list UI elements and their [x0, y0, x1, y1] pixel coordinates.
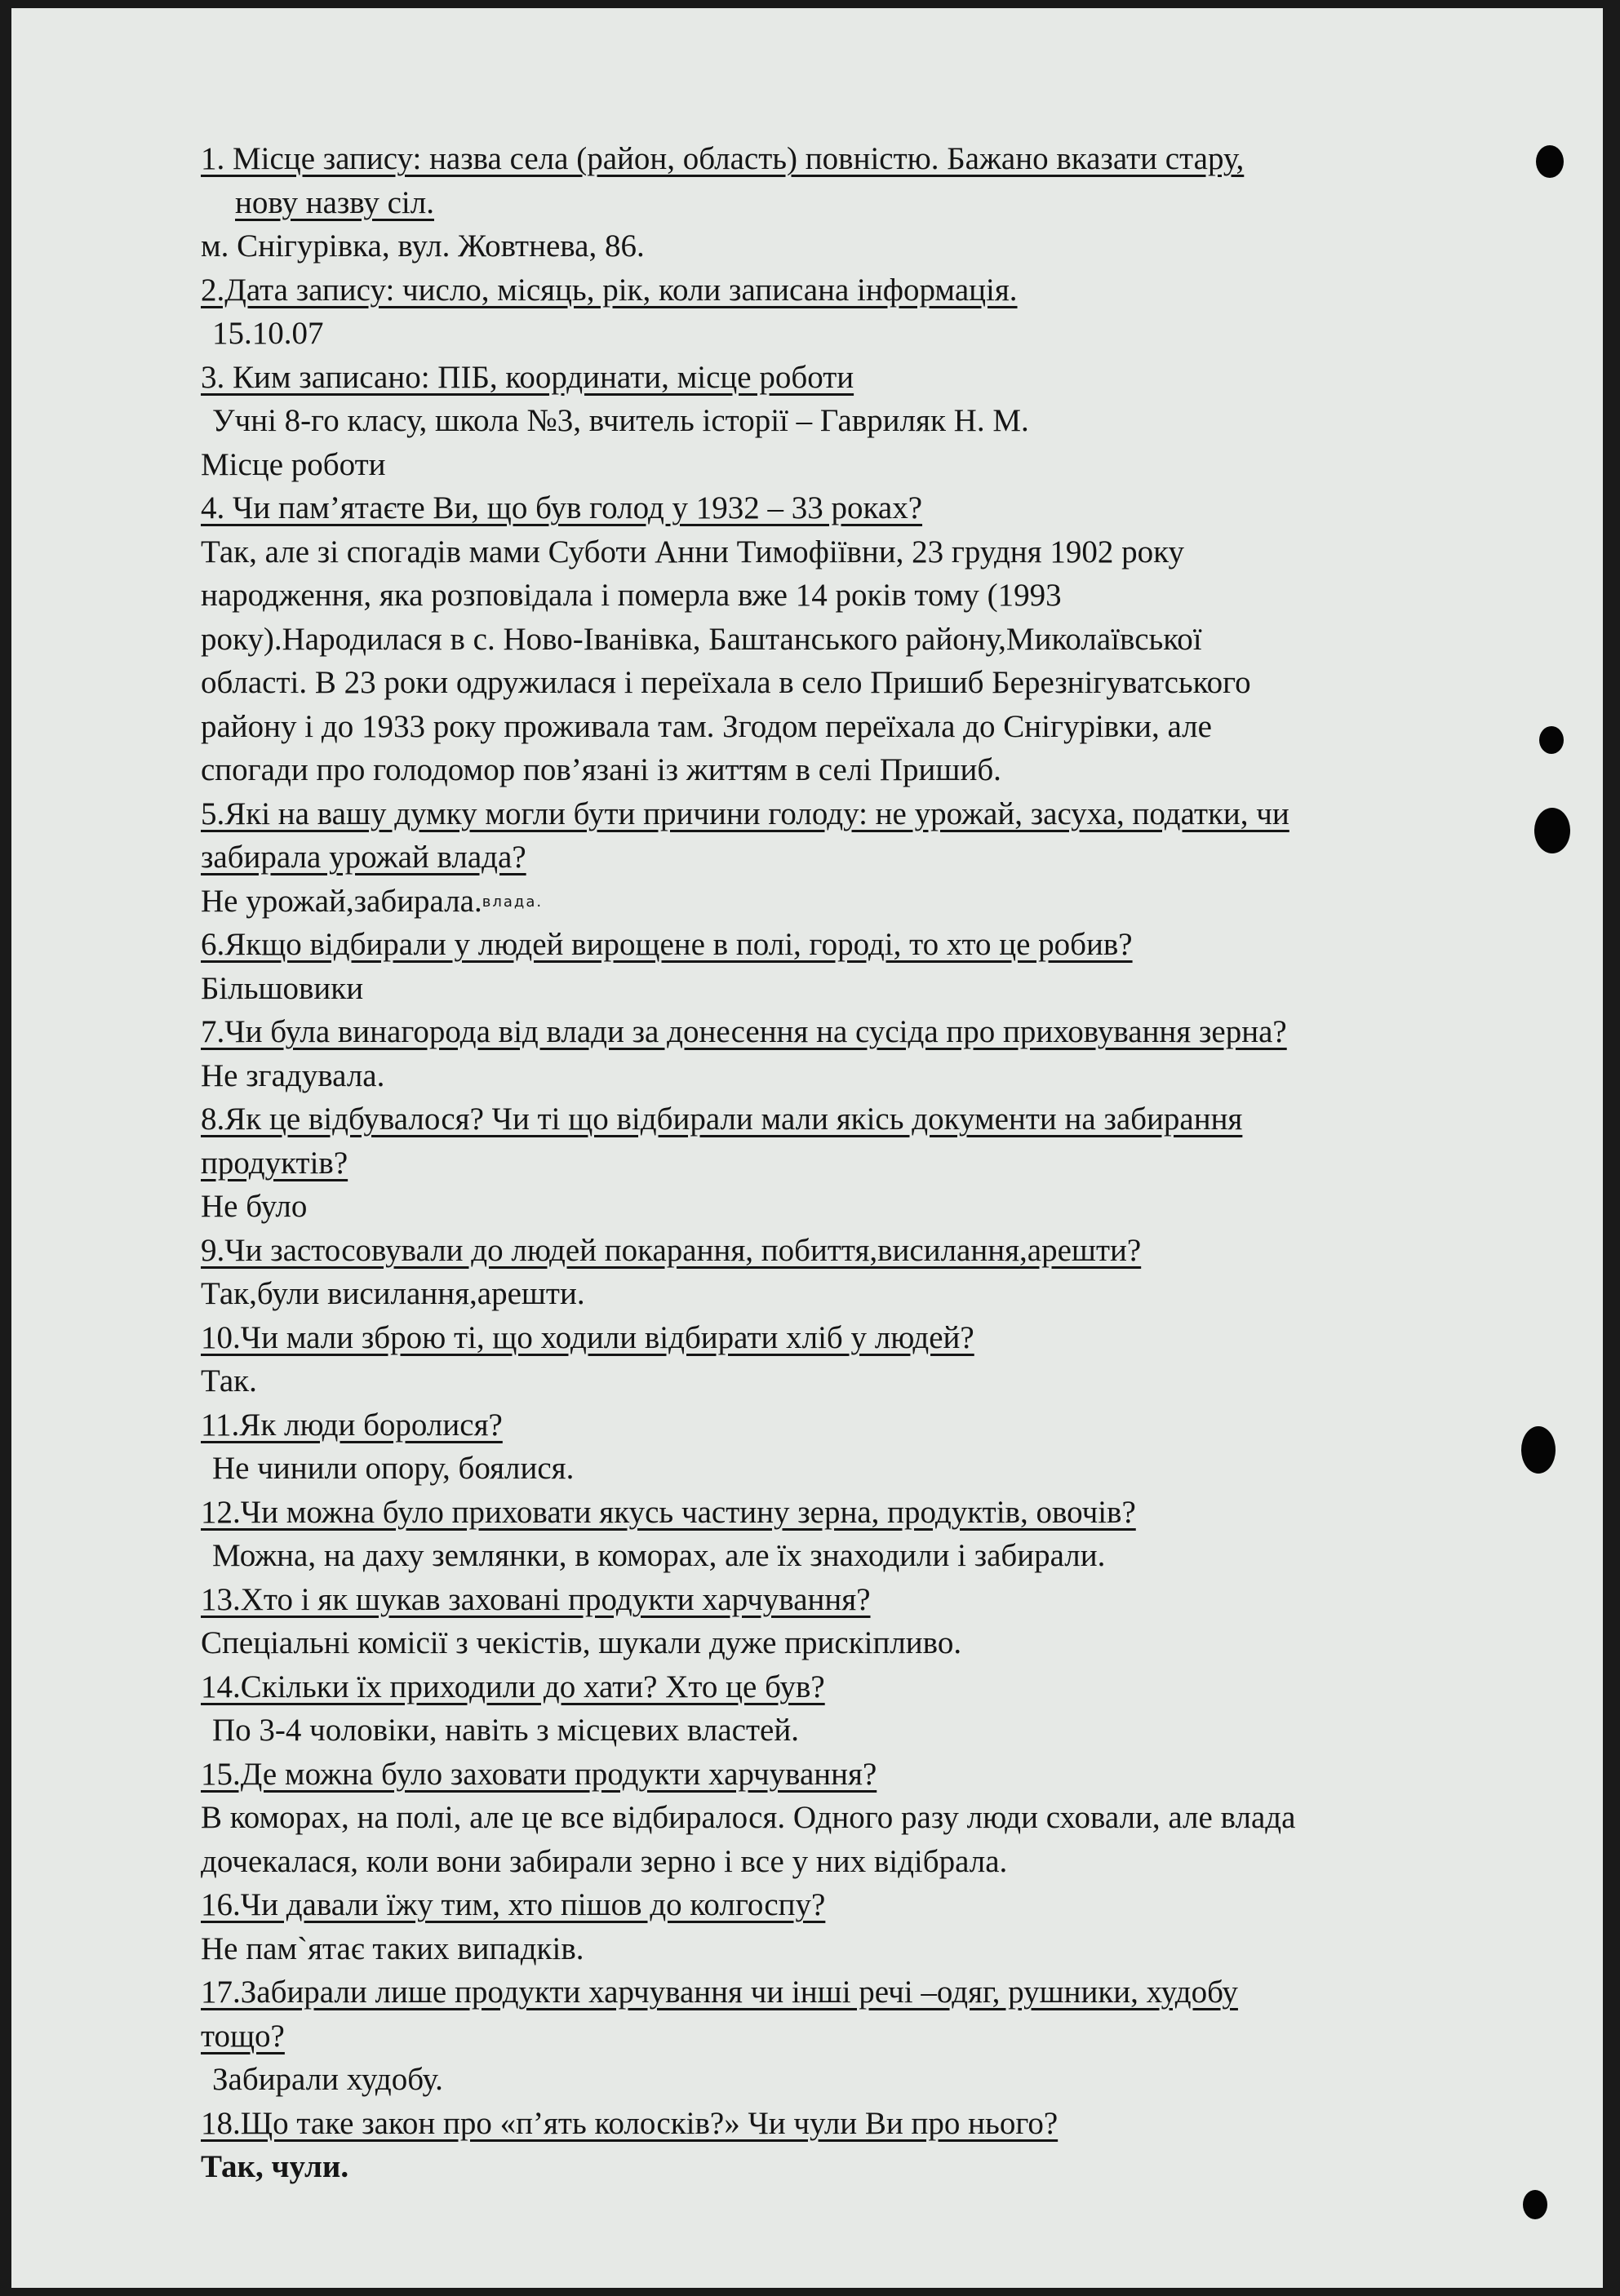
line-text: дочекалася, коли вони забирали зерно і все у них відібрала. — [201, 1843, 1008, 1879]
line-text: продуктів? — [201, 1145, 348, 1181]
question-line — [201, 1097, 1547, 1141]
line-text: Місце роботи — [201, 446, 386, 482]
line-text: 6.Якщо відбирали у людей вирощене в полі, городі, то хто це робив? — [201, 927, 1133, 962]
answer-line — [201, 661, 1547, 705]
punch-hole — [1523, 2190, 1547, 2219]
line-text: району і до 1933 року проживала там. Згодом переїхала до Снігурівки, але — [201, 708, 1212, 744]
answer-line — [201, 2145, 1547, 2189]
line-text: 14.Скільки їх приходили до хати? Хто це був? — [201, 1669, 825, 1704]
line-text: м. Снігурівка, вул. Жовтнева, 86. — [201, 228, 645, 264]
line-text: 2.Дата запису: число, місяць, рік, коли записана інформація. — [201, 272, 1018, 308]
answer-line — [201, 1927, 1547, 1971]
line-text: 18.Що таке закон про «п’ять колосків?» Чи чули Ви про нього? — [201, 2105, 1059, 2141]
answer-line — [201, 1796, 1547, 1840]
line-text: 16.Чи давали їжу тим, хто пішов до колгоспу? — [201, 1887, 826, 1922]
line-text: 17.Забирали лише продукти харчування чи інші речі –одяг, рушники, худобу — [201, 1975, 1238, 2010]
line-text: року).Народилася в с. Ново-Іванівка, Баштанського району,Миколаївської — [201, 621, 1202, 657]
handwritten-note: влада. — [482, 893, 544, 911]
line-text: Можна, на даху землянки, в коморах, але їх знаходили і забирали. — [212, 1538, 1106, 1573]
answer-line — [201, 530, 1547, 574]
line-text: Не урожай,забирала. — [201, 883, 482, 919]
question-line — [201, 1665, 1547, 1709]
line-text: нову назву сіл. — [235, 184, 434, 220]
scanned-page — [11, 8, 1603, 2288]
question-line — [201, 2015, 1547, 2059]
question-line — [201, 1010, 1547, 1054]
answer-line — [201, 748, 1547, 792]
question-line — [201, 923, 1547, 967]
question-line — [201, 137, 1547, 181]
answer-line — [201, 312, 1547, 356]
line-text: 10.Чи мали зброю ті, що ходили відбирати хліб у людей? — [201, 1319, 974, 1355]
question-line — [201, 1229, 1547, 1273]
answer-line — [201, 1840, 1547, 1884]
line-text: Не було — [201, 1189, 308, 1224]
question-line — [201, 268, 1547, 312]
question-line — [201, 1491, 1547, 1535]
line-text: народження, яка розповідала і померла вже 14 років тому (1993 — [201, 578, 1062, 613]
question-line — [201, 1883, 1547, 1927]
line-text: 13.Хто і як шукав заховані продукти харчування? — [201, 1581, 871, 1617]
line-text: 7.Чи була винагорода від влади за донесення на сусіда про приховування зерна? — [201, 1014, 1287, 1049]
line-text: забирала урожай влада? — [201, 840, 526, 875]
line-text: Не згадувала. — [201, 1057, 385, 1093]
line-text: спогади про голодомор пов’язані із життям в селі Пришиб. — [201, 752, 1001, 787]
questionnaire-text — [201, 137, 1547, 2189]
line-text: Так, чули. — [201, 2149, 349, 2184]
line-text: 15.Де можна було заховати продукти харчування? — [201, 1756, 877, 1792]
punch-hole — [1534, 808, 1570, 853]
answer-line — [201, 1447, 1547, 1491]
punch-hole — [1539, 726, 1564, 754]
question-line — [201, 1316, 1547, 1360]
line-text: Так,були висилання,арешти. — [201, 1276, 585, 1311]
punch-hole — [1521, 1426, 1556, 1474]
answer-line — [201, 880, 1547, 924]
line-text: Так, але зі спогадів мами Суботи Анни Тимофіївни, 23 грудня 1902 року — [201, 534, 1185, 570]
question-line — [201, 1141, 1547, 1186]
answer-line — [201, 1534, 1547, 1578]
line-text: Забирали худобу. — [212, 2062, 443, 2097]
answer-line — [201, 1359, 1547, 1403]
line-text: 3. Ким записано: ПІБ, координати, місце роботи — [201, 359, 854, 395]
punch-hole — [1536, 145, 1564, 178]
line-text: області. В 23 роки одружилася і переїхала в село Пришиб Березнігуватського — [201, 665, 1251, 700]
line-text: 9.Чи застосовували до людей покарання, побиття,висилання,арешти? — [201, 1232, 1142, 1268]
question-line — [201, 356, 1547, 400]
line-text: В коморах, на полі, але це все відбиралося. Одного разу люди сховали, але влада — [201, 1800, 1296, 1835]
question-line — [201, 1753, 1547, 1797]
line-text: Більшовики — [201, 970, 364, 1006]
answer-line — [201, 224, 1547, 268]
answer-line — [201, 967, 1547, 1011]
answer-line — [201, 618, 1547, 662]
question-line — [201, 1403, 1547, 1447]
question-line — [201, 1578, 1547, 1622]
answer-line — [201, 443, 1547, 487]
answer-line — [201, 2058, 1547, 2102]
line-text: 15.10.07 — [212, 316, 324, 351]
question-line — [201, 1970, 1547, 2015]
line-text: тощо? — [201, 2018, 285, 2054]
answer-line — [201, 574, 1547, 618]
answer-line — [201, 1621, 1547, 1665]
question-line — [201, 181, 1547, 225]
line-text: Учні 8-го класу, школа №3, вчитель історії – Гавриляк Н. М. — [212, 403, 1029, 438]
question-line — [201, 2102, 1547, 2146]
line-text: 4. Чи пам’ятаєте Ви, що був голод у 1932 – 33 роках? — [201, 490, 923, 525]
question-line — [201, 486, 1547, 530]
line-text: Так. — [201, 1363, 257, 1398]
answer-line — [201, 1272, 1547, 1316]
line-text: 8.Як це відбувалося? Чи ті що відбирали мали якісь документи на забирання — [201, 1101, 1243, 1137]
line-text: 12.Чи можна було приховати якусь частину зерна, продуктів, овочів? — [201, 1494, 1136, 1530]
line-text: Не пам`ятає таких випадків. — [201, 1930, 584, 1966]
question-line — [201, 836, 1547, 880]
answer-line — [201, 1185, 1547, 1229]
line-text: Не чинили опору, боялися. — [212, 1451, 575, 1486]
answer-line — [201, 1054, 1547, 1098]
answer-line — [201, 1709, 1547, 1753]
line-text: 1. Місце запису: назва села (район, область) повністю. Бажано вказати стару, — [201, 141, 1245, 176]
line-text: Спеціальні комісії з чекістів, шукали дуже прискіпливо. — [201, 1625, 962, 1660]
line-text: 11.Як люди боролися? — [201, 1407, 503, 1443]
line-text: По 3-4 чоловіки, навіть з місцевих властей. — [212, 1713, 799, 1748]
question-line — [201, 792, 1547, 836]
answer-line — [201, 705, 1547, 749]
line-text: 5.Які на вашу думку могли бути причини голоду: не урожай, засуха, податки, чи — [201, 796, 1289, 831]
answer-line — [201, 399, 1547, 443]
